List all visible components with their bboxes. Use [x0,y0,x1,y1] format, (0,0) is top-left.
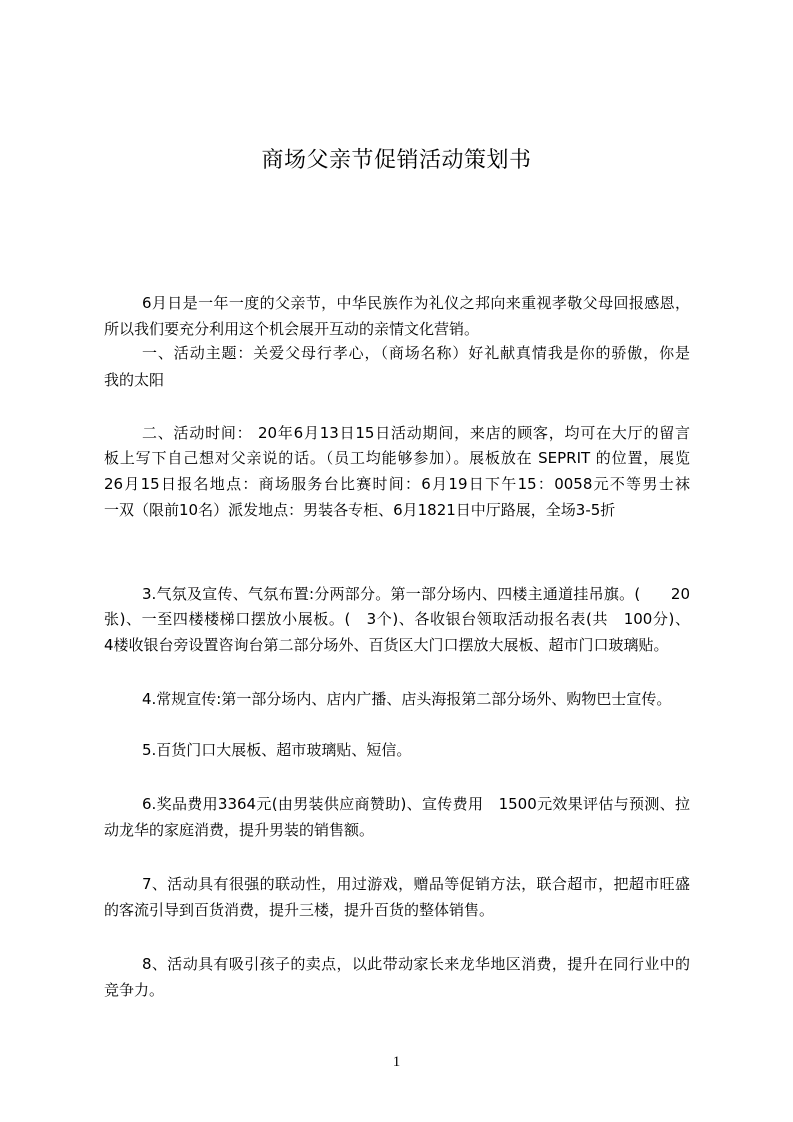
paragraph-line: 3.气氛及宣传、气氛布置:分两部分。第一部分场内、四楼主通道挂吊旗。( 20 [142,585,690,603]
paragraph-line: 7、活动具有很强的联动性，用过游戏，赠品等促销方法，联合超市，把超市旺盛 [142,875,690,893]
paragraph-line: 6.奖品费用3364元(由男装供应商赞助)、宣传费用 1500元效果评估与预测、拉 [142,795,690,813]
paragraph-line: 动龙华的家庭消费，提升男装的销售额。 [104,821,375,839]
paragraph-line: 一、活动主题：关爱父母行孝心，（商场名称）好礼献真情我是你的骄傲，你是 [142,344,690,362]
paragraph-line: 6月日是一年一度的父亲节，中华民族作为礼仪之邦向来重视孝敬父母回报感恩， [142,294,690,312]
paragraph-line: 所以我们要充分利用这个机会展开互动的亲情文化营销。 [104,320,480,338]
paragraph-line: 二、活动时间： 20年6月13日15日活动期间，来店的顾客，均可在大厅的留言 [142,424,690,442]
paragraph-line: 4.常规宣传:第一部分场内、店内广播、店头海报第二部分场外、购物巴士宣传。 [142,690,672,708]
paragraph-line: 26月15日报名地点：商场服务台比赛时间：6月19日下午15：0058元不等男士袜 [104,475,690,493]
paragraph-line: 8、活动具有吸引孩子的卖点，以此带动家长来龙华地区消费，提升在同行业中的 [142,955,690,973]
document-title: 商场父亲节促销活动策划书 [261,148,532,173]
paragraph-line: 4楼收银台旁设置咨询台第二部分场外、百货区大门口摆放大展板、超市门口玻璃贴。 [104,636,669,654]
paragraph-line: 竞争力。 [104,981,165,999]
paragraph-line: 板上写下自己想对父亲说的话。（员工均能够参加）。展板放在 SEPRIT 的位置，展览 [104,449,690,467]
paragraph-line: 一双（限前10名）派发地点：男装各专柜、6月1821日中厅路展，全场3-5折 [104,501,616,519]
paragraph-line: 5.百货门口大展板、超市玻璃贴、短信。 [142,741,412,759]
paragraph-line: 的客流引导到百货消费，提升三楼，提升百货的整体销售。 [104,901,495,919]
paragraph-line: 张)、一至四楼楼梯口摆放小展板。( 3个)、各收银台领取活动报名表(共 100分)、 [104,610,690,628]
paragraph-line: 我的太阳 [104,371,165,389]
page-number: 1 [392,1054,401,1070]
